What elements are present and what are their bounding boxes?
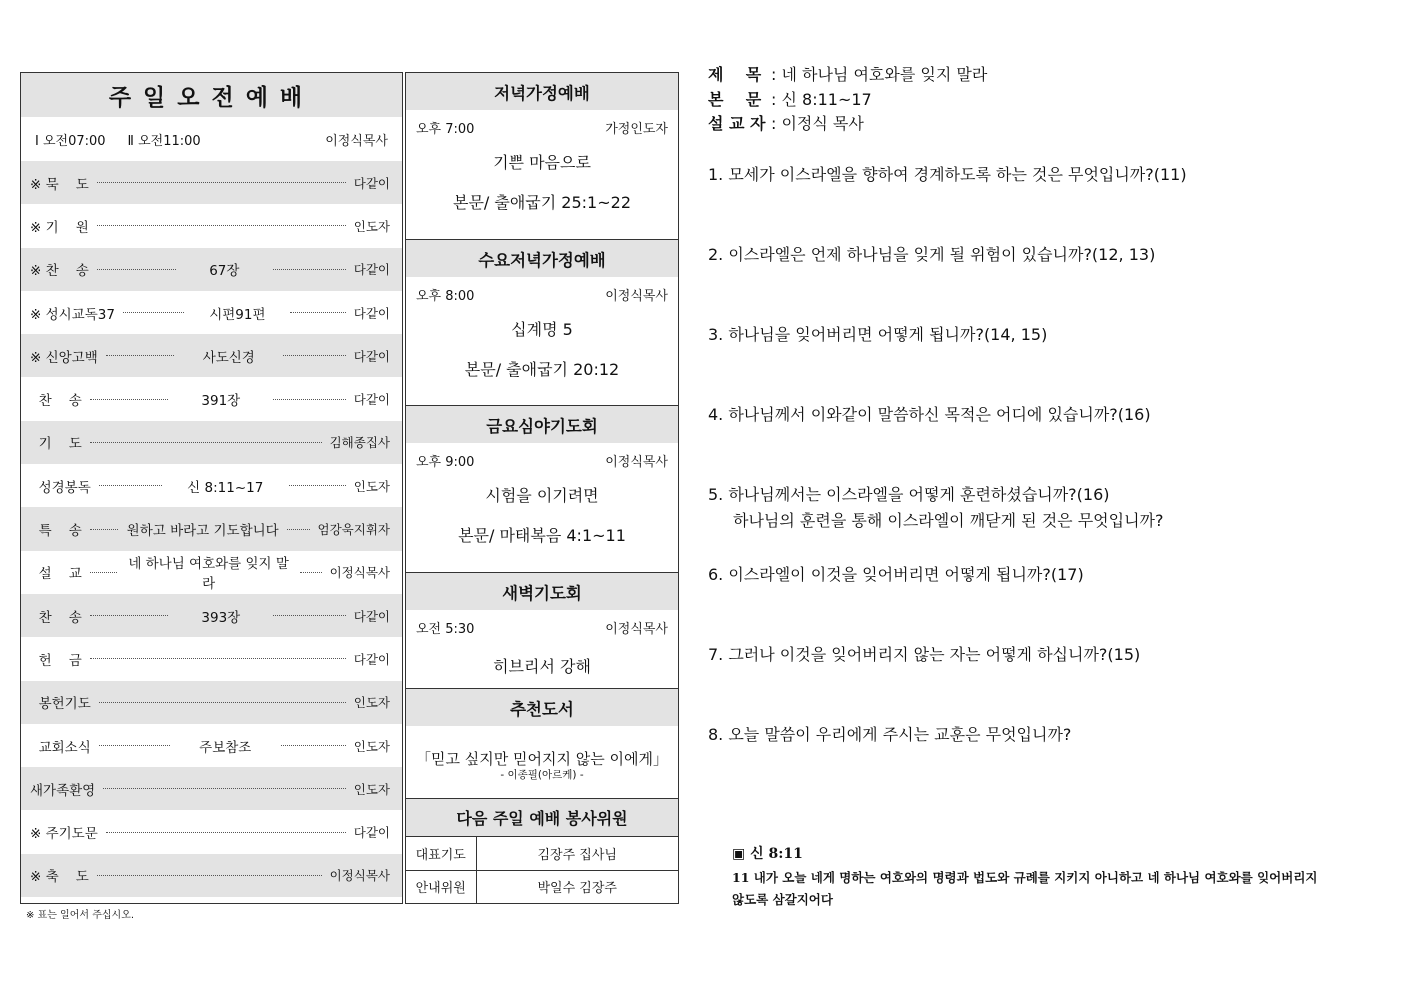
order-item-label: ※ 주기도문 xyxy=(30,826,98,843)
order-item-label: 찬 송 xyxy=(30,609,82,626)
order-item-label: 교회소식 xyxy=(30,739,91,756)
order-item-detail: 주보참조 xyxy=(199,739,252,756)
order-item-leader: 인도자 xyxy=(353,478,390,494)
leader-dots xyxy=(103,788,346,789)
order-item-label: ※ 축 도 xyxy=(30,869,89,886)
server-role: 안내위원 xyxy=(406,870,476,903)
order-item-detail: 393장 xyxy=(201,609,241,626)
leader-dots xyxy=(97,875,322,876)
service-text: 본문/ 마태복음 4:1~11 xyxy=(458,526,626,545)
service-leader: 이정식목사 xyxy=(605,621,668,637)
leader-dots xyxy=(106,832,346,833)
order-item xyxy=(21,724,402,767)
verse-reference: ▣ 신 8:11 xyxy=(732,846,803,862)
service-leader: 이정식목사 xyxy=(605,288,668,304)
order-item xyxy=(21,767,402,810)
services-column xyxy=(405,72,679,904)
service-title: 수요저녁가정예배 xyxy=(406,240,678,277)
order-item-label: 새가족환영 xyxy=(30,782,96,799)
order-item-detail: 67장 xyxy=(209,263,240,280)
sermon-preacher-line xyxy=(708,111,1388,136)
server-role: 대표기도 xyxy=(406,837,476,870)
leader-dots xyxy=(90,529,119,530)
service-theme: 기쁜 마음으로 xyxy=(493,153,591,172)
worship-pastor: 이정식목사 xyxy=(325,133,388,149)
order-item-label: 설 교 xyxy=(30,566,82,583)
leader-dots xyxy=(123,312,185,313)
leader-dots xyxy=(106,355,175,356)
service-time: 오전 5:30 xyxy=(416,621,475,637)
order-item xyxy=(21,681,402,724)
order-item xyxy=(21,551,402,594)
leader-dots xyxy=(281,745,346,746)
order-item-leader: 다같이 xyxy=(353,651,390,667)
service-title: 금요심야기도회 xyxy=(406,406,678,443)
order-item-leader: 엄강욱지휘자 xyxy=(317,522,390,538)
order-item xyxy=(21,810,402,853)
leader-dots xyxy=(273,615,345,616)
order-item xyxy=(21,594,402,637)
order-item-leader: 인도자 xyxy=(353,695,390,711)
order-item xyxy=(21,637,402,680)
order-item xyxy=(21,377,402,420)
leader-dots xyxy=(289,485,346,486)
time-first: Ⅰ 오전07:00 xyxy=(35,133,106,149)
wednesday-service xyxy=(406,240,678,406)
leader-dots xyxy=(97,269,176,270)
leader-dots xyxy=(99,485,162,486)
question-4: 4. 하나님께서 이와같이 말씀하신 목적은 어디에 있습니까?(16) xyxy=(708,405,1151,424)
question-5-sub: 하나님의 훈련을 통해 이스라엘이 깨닫게 된 것은 무엇입니까? xyxy=(733,511,1164,530)
question-2: 2. 이스라엘은 언제 하나님을 잊게 될 위험이 있습니까?(12, 13) xyxy=(708,245,1156,264)
service-theme: 시험을 이기려면 xyxy=(485,486,599,505)
verse-text: 11 내가 오늘 네게 명하는 여호와의 명령과 법도와 규례를 지키지 아니하고 네 하나님 여호와를 잊어버리지 않도록 삼갈지어다 xyxy=(732,870,1318,907)
order-item-leader: 다같이 xyxy=(353,262,390,278)
worship-order-box xyxy=(20,72,403,904)
table-row xyxy=(406,837,678,870)
order-item-label: ※ 묵 도 xyxy=(30,176,89,193)
order-item-label: 봉헌기도 xyxy=(30,696,91,713)
sermon-preacher-label: 설 교 자 xyxy=(708,114,766,133)
sermon-text-line xyxy=(708,87,1388,112)
worship-times xyxy=(21,117,402,161)
table-row xyxy=(406,870,678,903)
service-time: 오후 7:00 xyxy=(416,121,475,137)
order-item-label: ※ 성시교독37 xyxy=(30,306,115,323)
order-item-label: ※ 찬 송 xyxy=(30,263,89,280)
leader-dots xyxy=(90,658,346,659)
order-item xyxy=(21,464,402,507)
leader-dots xyxy=(283,355,346,356)
question-6: 6. 이스라엘이 이것을 잊어버리면 어떻게 됩니까?(17) xyxy=(708,565,1084,584)
leader-dots xyxy=(97,225,346,226)
order-item-label: 특 송 xyxy=(30,523,82,540)
order-item-leader: 인도자 xyxy=(353,738,391,754)
leader-dots xyxy=(273,399,345,400)
order-item-detail: 시편91편 xyxy=(209,306,266,323)
evening-home-service xyxy=(406,73,678,240)
sermon-text: : 신 8:11~17 xyxy=(771,89,872,109)
leader-dots xyxy=(90,615,168,616)
order-item-leader: 인도자 xyxy=(353,218,390,234)
leader-dots xyxy=(273,269,346,270)
next-week-servers xyxy=(406,799,678,903)
servers-table xyxy=(406,837,678,903)
order-item-leader: 이정식목사 xyxy=(329,565,390,581)
standing-footnote: ※ 표는 일어서 주십시오. xyxy=(26,910,135,921)
question-7: 7. 그러나 이것을 잊어버리지 않는 자는 어떻게 하십니까?(15) xyxy=(708,645,1141,664)
order-item-label: 찬 송 xyxy=(30,393,82,410)
question-8: 8. 오늘 말씀이 우리에게 주시는 교훈은 무엇입니까? xyxy=(708,725,1072,744)
service-time: 오후 9:00 xyxy=(416,454,475,470)
servers-heading: 다음 주일 예배 봉사위원 xyxy=(406,799,678,837)
leader-dots xyxy=(99,745,170,746)
service-leader: 이정식목사 xyxy=(605,454,668,470)
service-time: 오후 8:00 xyxy=(416,288,475,304)
service-text: 본문/ 출애굽기 20:12 xyxy=(464,360,620,379)
order-item-leader: 다같이 xyxy=(353,305,390,321)
sermon-text-label: 본 문 xyxy=(708,89,762,109)
order-item-detail: 원하고 바라고 기도합니다 xyxy=(126,523,279,540)
order-item xyxy=(21,161,402,204)
order-item-leader: 다같이 xyxy=(353,825,390,841)
time-second: Ⅱ 오전11:00 xyxy=(127,133,201,149)
dawn-prayer-meeting xyxy=(406,573,678,689)
sermon-info xyxy=(708,62,1388,136)
service-title: 저녁가정예배 xyxy=(406,73,678,110)
order-item xyxy=(21,854,402,897)
order-item-detail: 사도신경 xyxy=(202,349,255,366)
question-3: 3. 하나님을 잊어버리면 어떻게 됩니까?(14, 15) xyxy=(708,325,1048,344)
order-item xyxy=(21,334,402,377)
sermon-title-label: 제 목 xyxy=(708,65,762,84)
order-item-label: 기 도 xyxy=(30,436,82,453)
service-leader: 가정인도자 xyxy=(605,121,668,137)
leader-dots xyxy=(287,529,310,530)
order-item xyxy=(21,291,402,334)
order-item-detail: 네 하나님 여호와를 잊지 말라 xyxy=(128,556,289,593)
book-heading: 추천도서 xyxy=(406,689,678,726)
leader-dots xyxy=(300,572,321,573)
recommended-book xyxy=(406,689,678,799)
sermon-title-line xyxy=(708,62,1388,87)
service-title: 새벽기도회 xyxy=(406,573,678,610)
leader-dots xyxy=(290,312,346,313)
order-item xyxy=(21,248,402,291)
sermon-title: : 네 하나님 여호와를 잊지 말라 xyxy=(771,65,988,84)
order-item-leader: 인도자 xyxy=(353,781,390,797)
leader-dots xyxy=(90,442,322,443)
service-theme: 히브리서 강해 xyxy=(493,657,591,676)
leader-dots xyxy=(90,572,117,573)
order-item-label: 헌 금 xyxy=(30,652,82,669)
order-item-leader: 다같이 xyxy=(353,348,391,364)
order-item-leader: 다같이 xyxy=(353,175,390,191)
sermon-preacher: : 이정식 목사 xyxy=(771,114,864,133)
order-item-leader: 김해종집사 xyxy=(329,435,390,451)
server-name: 박일수 김장주 xyxy=(476,870,678,903)
server-name: 김장주 집사님 xyxy=(537,847,617,863)
order-item xyxy=(21,204,402,247)
order-item xyxy=(21,421,402,464)
order-item-leader: 다같이 xyxy=(353,392,391,408)
question-5: 5. 하나님께서는 이스라엘을 어떻게 훈련하셨습니까?(16) xyxy=(708,485,1110,504)
book-title: 「믿고 싶지만 믿어지지 않는 이에게」 xyxy=(416,750,668,768)
leader-dots xyxy=(99,702,346,703)
order-item-leader: 이정식목사 xyxy=(329,868,390,884)
memory-verse xyxy=(732,843,1332,911)
order-item xyxy=(21,507,402,550)
order-item-detail: 391장 xyxy=(201,393,241,410)
service-theme: 십계명 5 xyxy=(511,320,573,339)
leader-dots xyxy=(90,399,168,400)
book-author: - 이종필(아르케) - xyxy=(500,769,584,781)
order-item-label: ※ 신앙고백 xyxy=(30,349,98,366)
order-item-leader: 다같이 xyxy=(353,608,391,624)
leader-dots xyxy=(97,182,346,183)
service-text: 본문/ 출애굽기 25:1~22 xyxy=(453,193,631,212)
order-item-label: ※ 기 원 xyxy=(30,219,89,236)
order-item-detail: 신 8:11~17 xyxy=(187,479,264,496)
order-list xyxy=(21,161,402,897)
worship-title: 주일오전예배 xyxy=(21,73,402,117)
friday-prayer-meeting xyxy=(406,406,678,573)
order-item-label: 성경봉독 xyxy=(30,479,91,496)
question-1: 1. 모세가 이스라엘을 향하여 경계하도록 하는 것은 무엇입니까?(11) xyxy=(708,165,1187,184)
